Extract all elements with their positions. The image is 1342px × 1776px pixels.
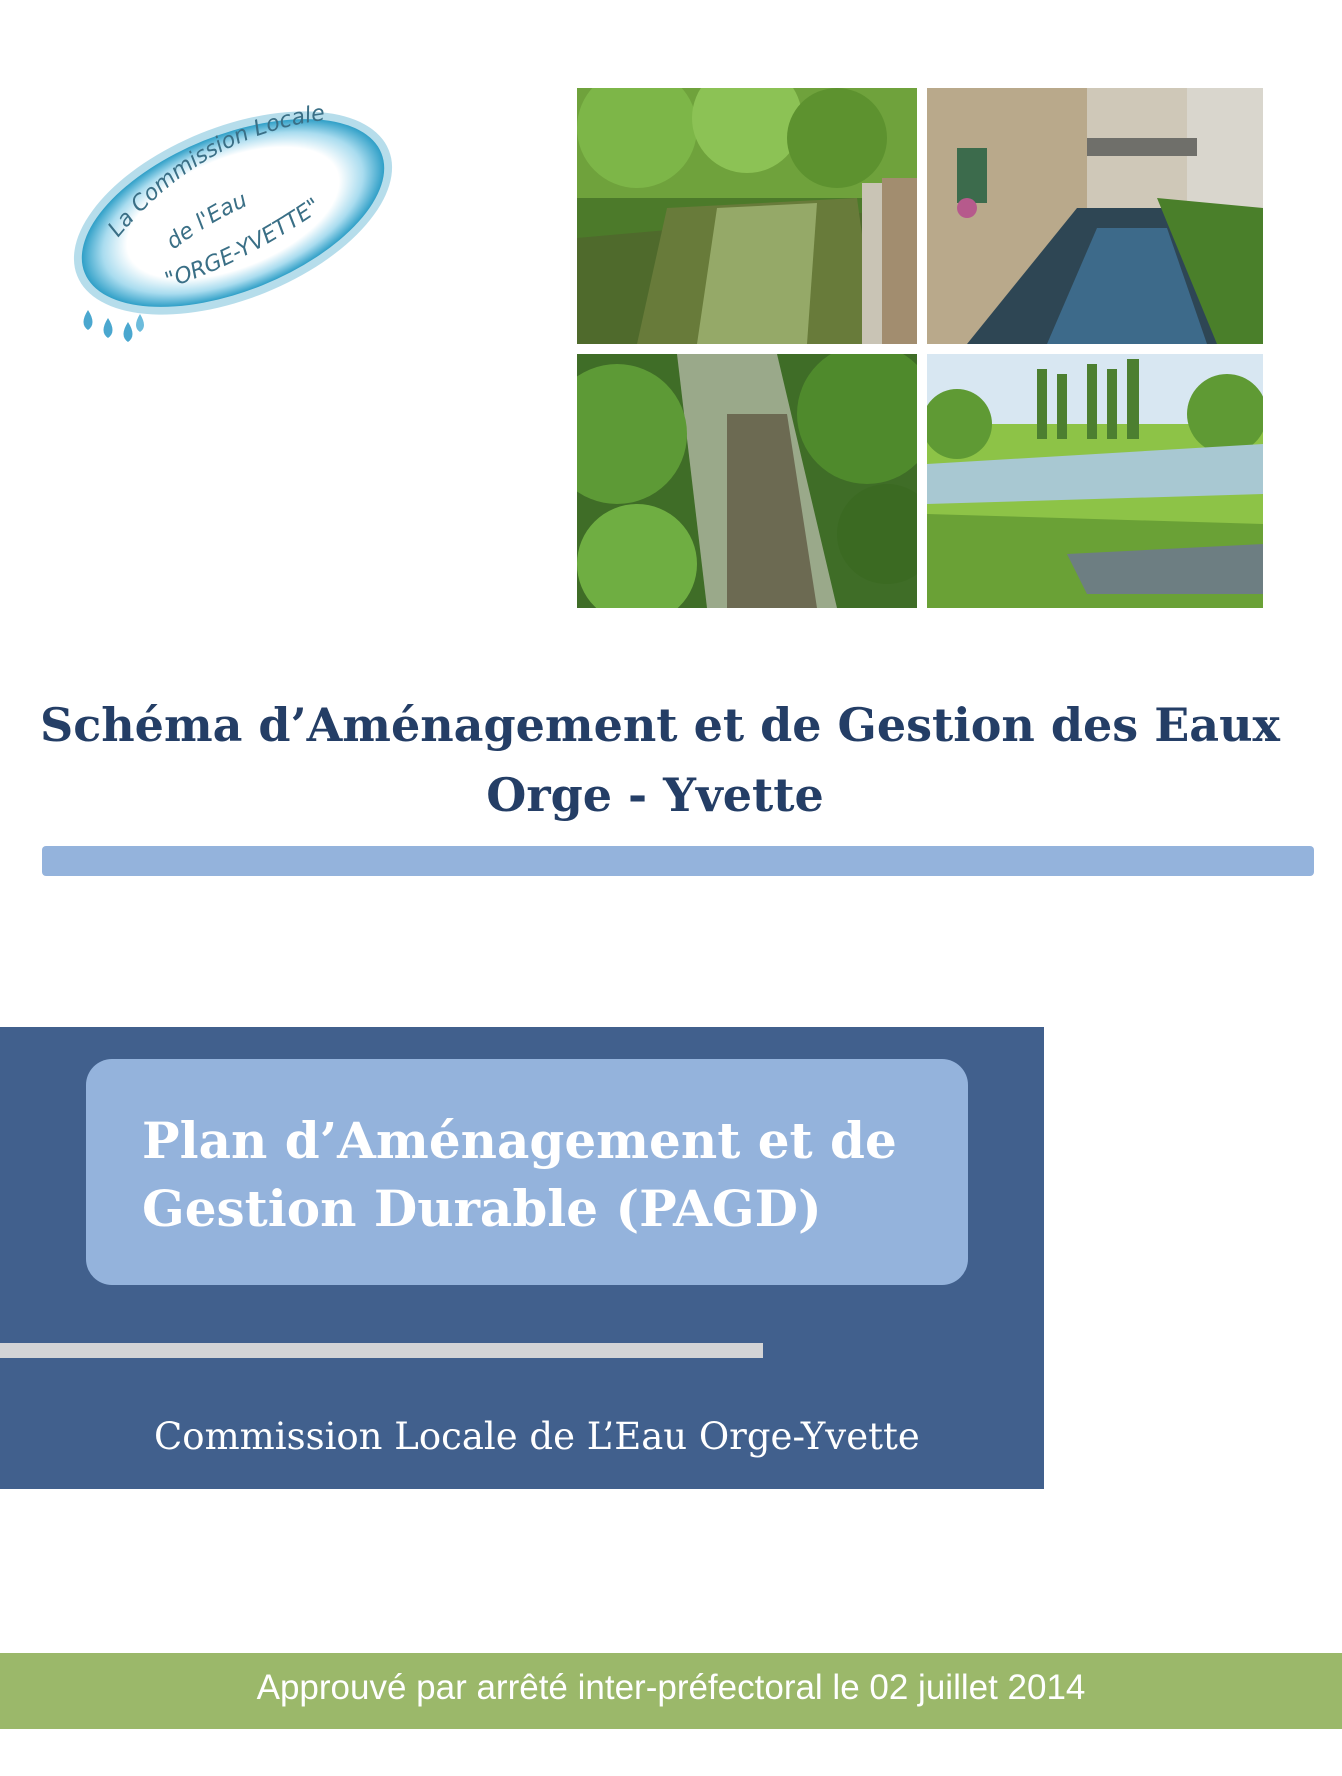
document-title [40,690,1280,830]
river-with-trees-photo [577,88,917,344]
stream-with-vegetation-photo [577,354,917,608]
pagd-divider-rule [0,1343,763,1358]
pagd-title [142,1107,897,1243]
river-meadow-poplars-photo [927,354,1263,608]
pagd-title-box [86,1059,968,1285]
photo-mosaic [577,88,1263,608]
clé-logo [58,88,408,358]
logo-line-1: La Commission Locale [103,100,327,242]
document-title-line-1: Schéma d’Aménagement et de Gestion des Eaux [40,698,1280,752]
logo-line-3: "ORGE-YVETTE" [162,193,326,294]
water-drops-ellipse-logo-icon [58,88,408,358]
pagd-title-line-2: Gestion Durable (PAGD) [142,1179,822,1238]
approval-text: Approuvé par arrêté inter-préfectoral le 02 juillet 2014 [256,1668,1086,1707]
river-between-stone-walls-photo [927,88,1263,344]
pagd-section [0,1027,1044,1489]
pagd-subtitle: Commission Locale de L’Eau Orge-Yvette [154,1415,920,1458]
logo-line-2: de l'Eau [161,187,252,255]
pagd-title-line-1: Plan d’Aménagement et de [142,1111,897,1170]
document-title-line-2: Orge - Yvette [486,768,824,822]
title-divider-bar [42,846,1314,876]
approval-band [0,1653,1342,1729]
